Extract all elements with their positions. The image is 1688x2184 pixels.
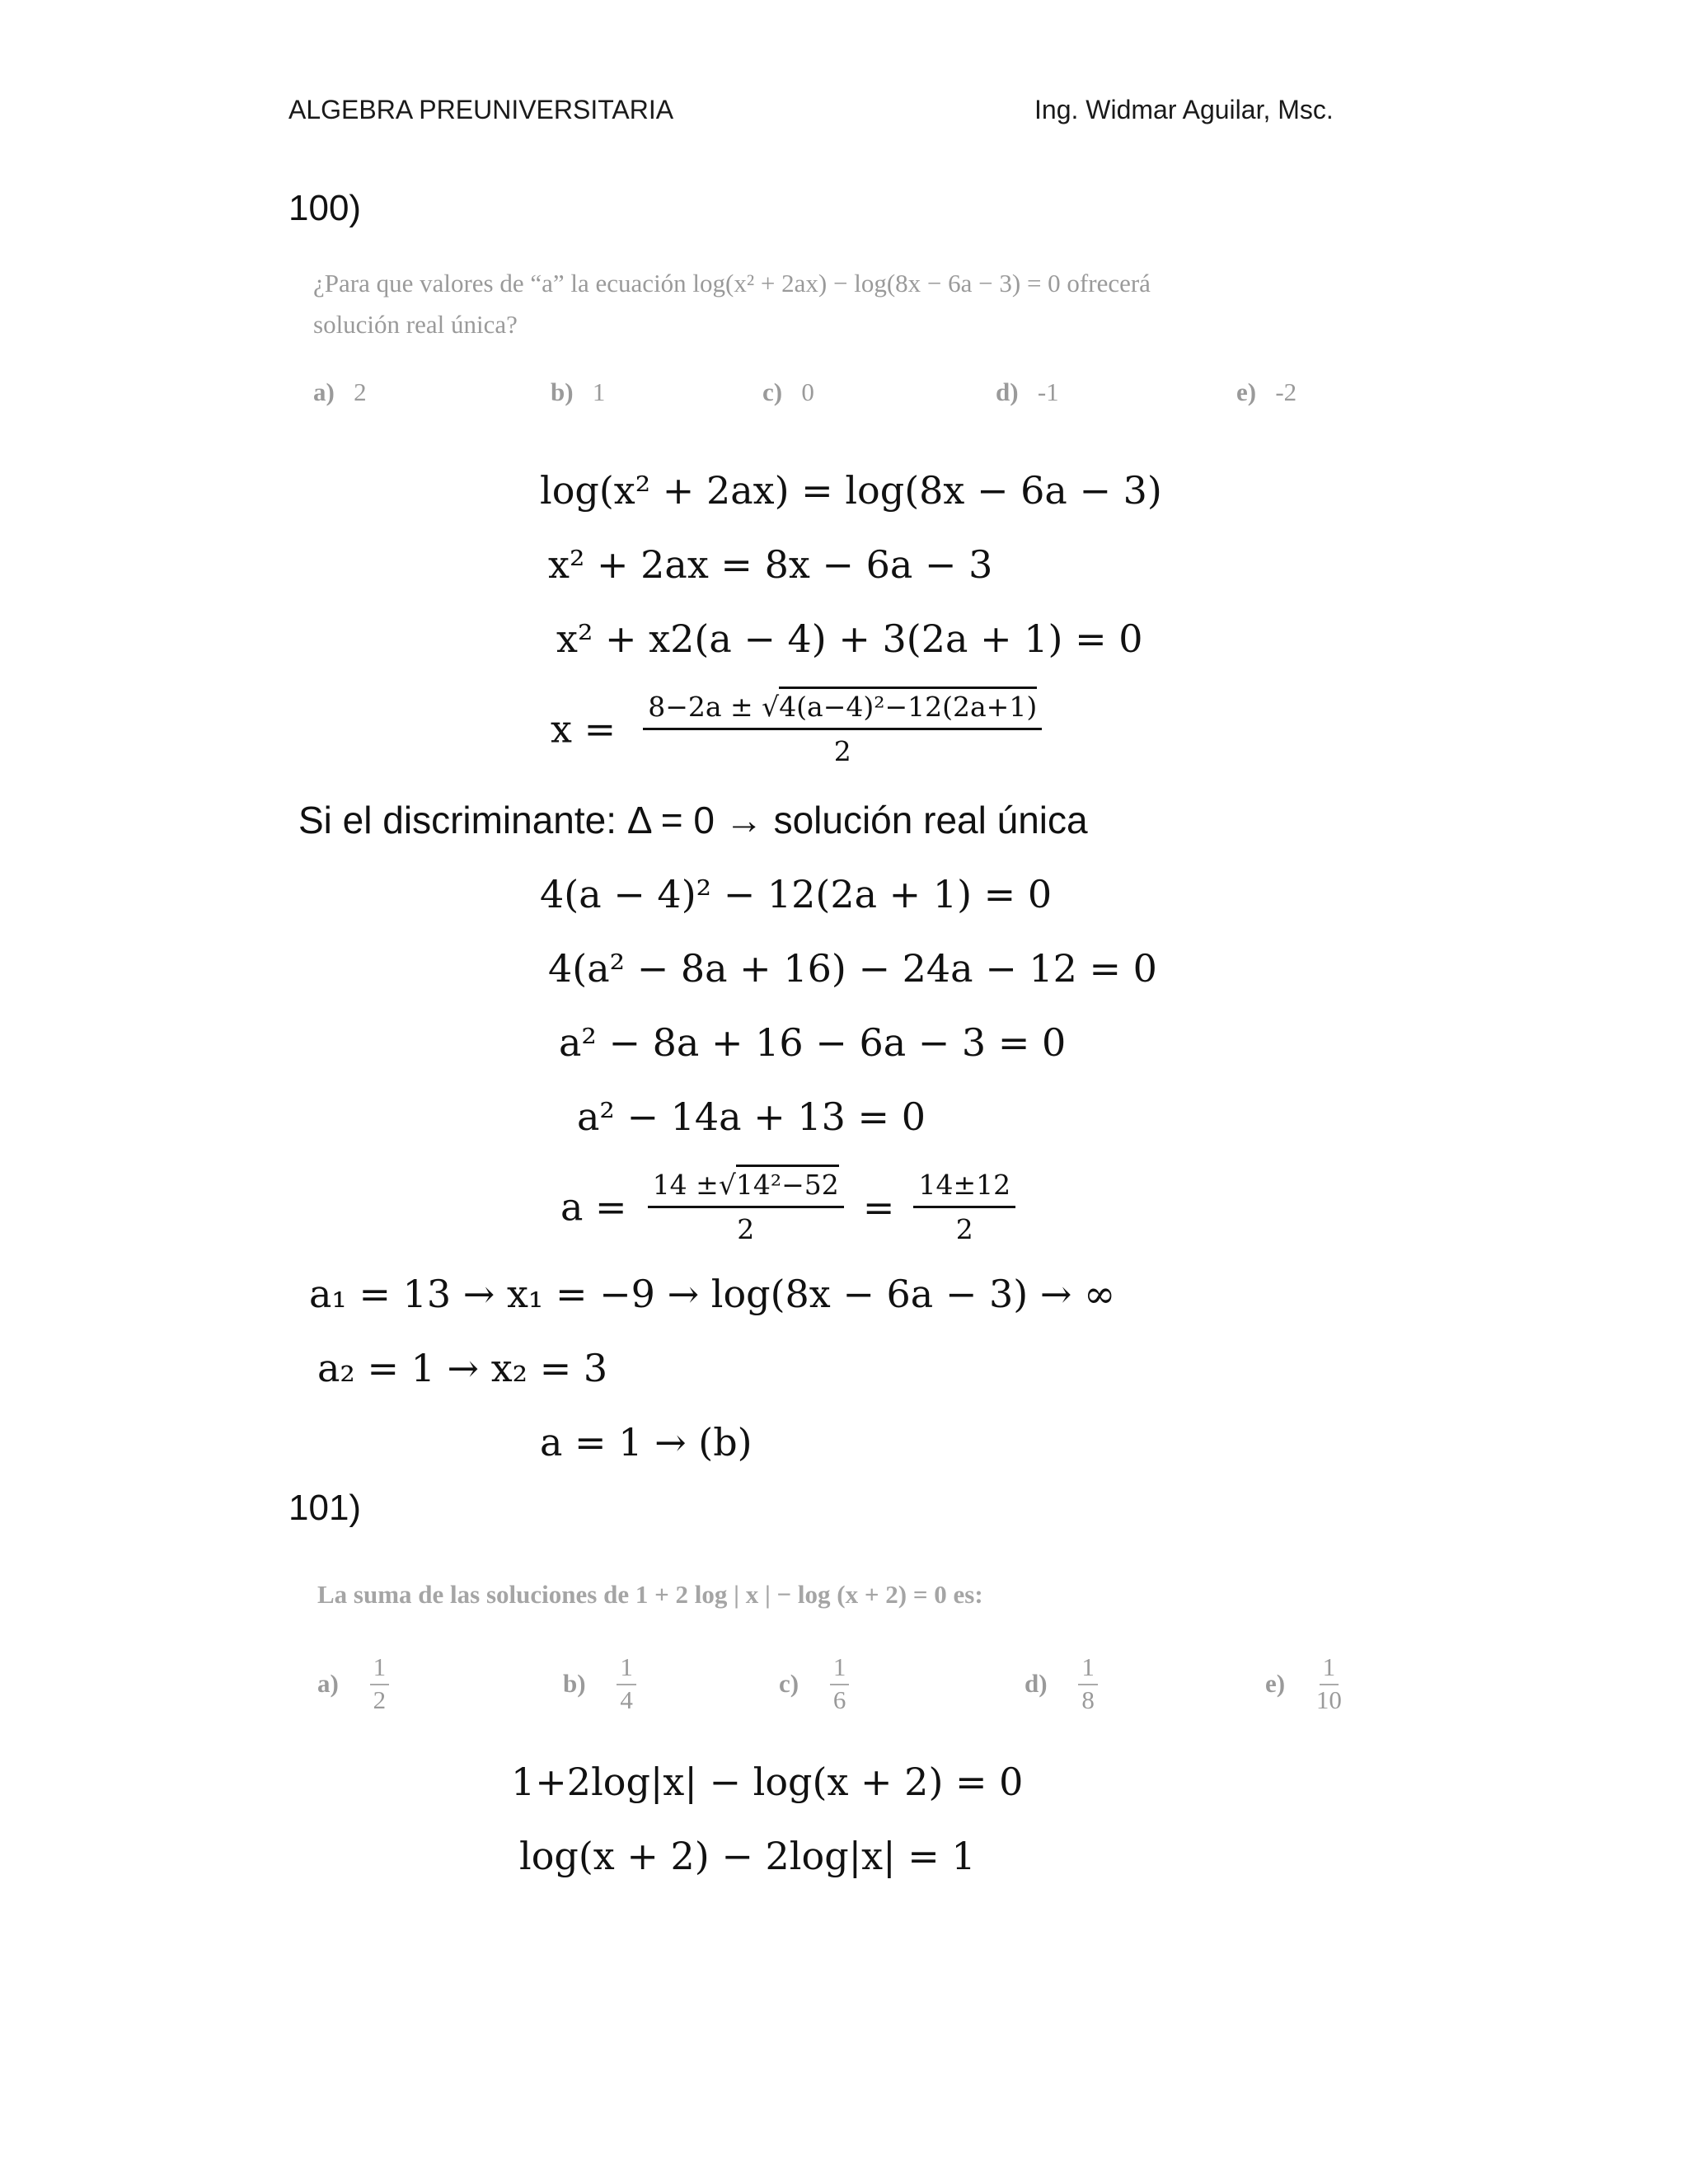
step-3: x² + x2(a − 4) + 3(2a + 1) = 0	[556, 616, 1143, 661]
step-9-numerator-2: 14±12	[913, 1169, 1015, 1208]
step-9-equals: =	[862, 1184, 895, 1230]
option-value: -2	[1275, 377, 1297, 406]
step-9-radicand: 14²−52	[736, 1165, 839, 1201]
problem-101-step-2: log(x + 2) − 2log|x| = 1	[519, 1834, 976, 1878]
problem-100-option-e	[1236, 377, 1296, 407]
option-fraction	[370, 1652, 390, 1715]
option-letter: a)	[313, 377, 335, 406]
step-4-lhs: x =	[551, 706, 617, 752]
problem-100-question-line2: solución real única?	[313, 310, 518, 339]
discriminant-condition: Si el discriminante: Δ = 0 → solución real única	[298, 799, 1088, 841]
option-value: 1	[592, 377, 606, 406]
option-den: 8	[1081, 1685, 1095, 1714]
step-2: x² + 2ax = 8x − 6a − 3	[548, 542, 993, 587]
option-letter: b)	[551, 377, 574, 406]
step-9-numerator	[648, 1169, 844, 1208]
problem-101-option-c	[779, 1652, 849, 1715]
result-a1: a₁ = 13 → x₁ = −9 → log(8x − 6a − 3) → ∞	[309, 1272, 1116, 1316]
option-value: 2	[354, 377, 367, 406]
option-num: 1	[370, 1652, 390, 1685]
option-fraction	[617, 1652, 636, 1715]
option-letter: c)	[762, 377, 783, 406]
step-9-denominator-2: 2	[955, 1213, 973, 1245]
option-num: 1	[830, 1652, 850, 1685]
option-letter: e)	[1236, 377, 1257, 406]
step-4-fraction	[643, 691, 1042, 767]
problem-101-question: La suma de las soluciones de 1 + 2 log | x | − log (x + 2) = 0 es:	[317, 1580, 983, 1609]
step-9-fraction-2	[913, 1169, 1015, 1245]
option-letter: c)	[779, 1669, 799, 1698]
step-9-lhs: a =	[560, 1184, 627, 1230]
step-9-numerator-prefix: 14 ±√	[652, 1169, 736, 1201]
option-den: 4	[620, 1685, 633, 1714]
step-4-numerator	[643, 691, 1042, 730]
step-8: a² − 14a + 13 = 0	[577, 1094, 926, 1139]
result-a2: a₂ = 1 → x₂ = 3	[317, 1346, 608, 1390]
step-5: 4(a − 4)² − 12(2a + 1) = 0	[540, 872, 1053, 916]
option-fraction	[1078, 1652, 1098, 1715]
option-fraction	[830, 1652, 850, 1715]
final-answer: a = 1 → (b)	[540, 1420, 753, 1465]
step-9-fraction	[648, 1169, 844, 1245]
header-title: ALGEBRA PREUNIVERSITARIA	[288, 95, 674, 124]
option-den: 2	[373, 1685, 387, 1714]
step-1: log(x² + 2ax) = log(8x − 6a − 3)	[540, 468, 1162, 513]
option-num: 1	[1320, 1652, 1339, 1685]
problem-100-option-a	[313, 377, 367, 407]
option-num: 1	[1078, 1652, 1098, 1685]
problem-100-option-d	[996, 377, 1059, 407]
option-value: -1	[1037, 377, 1059, 406]
step-9-solve-a	[560, 1169, 1015, 1245]
option-den: 6	[832, 1685, 846, 1714]
option-letter: e)	[1265, 1669, 1286, 1698]
option-letter: a)	[317, 1669, 339, 1698]
problem-100-option-b	[551, 377, 605, 407]
step-6: 4(a² − 8a + 16) − 24a − 12 = 0	[548, 946, 1157, 991]
header-author: Ing. Widmar Aguilar, Msc.	[1034, 95, 1334, 124]
option-num: 1	[617, 1652, 636, 1685]
problem-101-number: 101)	[288, 1488, 362, 1528]
problem-101-option-e	[1265, 1652, 1342, 1715]
problem-101-option-b	[563, 1652, 636, 1715]
step-4-denominator: 2	[833, 735, 851, 767]
problem-100-number: 100)	[288, 188, 362, 228]
problem-101-step-1: 1+2log|x| − log(x + 2) = 0	[511, 1760, 1024, 1804]
problem-100-question-line1: ¿Para que valores de “a” la ecuación log(x² + 2ax) − log(8x − 6a − 3) = 0 ofrecerá	[313, 269, 1151, 298]
option-value: 0	[801, 377, 814, 406]
step-4-numerator-prefix: 8−2a ± √	[648, 691, 780, 723]
problem-100-option-c	[762, 377, 814, 407]
step-9-denominator: 2	[737, 1213, 755, 1245]
step-7: a² − 8a + 16 − 6a − 3 = 0	[559, 1020, 1067, 1065]
option-letter: d)	[996, 377, 1019, 406]
option-den: 10	[1315, 1685, 1342, 1714]
step-4-quadratic-formula	[551, 691, 1042, 767]
step-4-radicand: 4(a−4)²−12(2a+1)	[779, 687, 1037, 723]
problem-101-option-a	[317, 1652, 389, 1715]
option-fraction	[1316, 1652, 1342, 1715]
option-letter: b)	[563, 1669, 586, 1698]
problem-101-option-d	[1025, 1652, 1098, 1715]
option-letter: d)	[1025, 1669, 1048, 1698]
